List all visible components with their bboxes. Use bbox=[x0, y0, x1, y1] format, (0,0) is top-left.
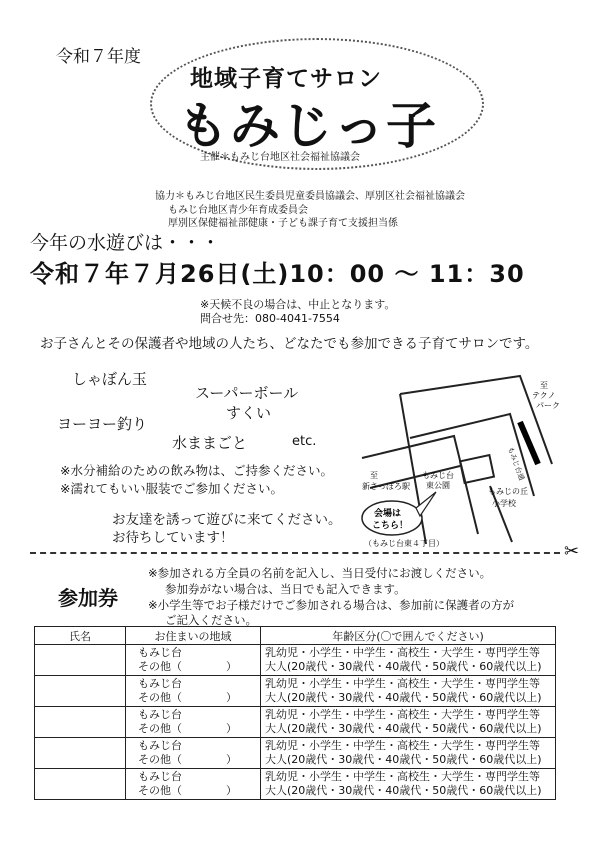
age-options-adults[interactable]: 大人(20歳代・30歳代・40歳代・50歳代・60歳代以上) bbox=[265, 753, 542, 766]
area-option-other[interactable]: その他（ ） bbox=[138, 691, 237, 704]
event-datetime: 令和７年７月26日(土)10：00 〜 11：30 bbox=[30, 260, 525, 288]
note-drinks: ※水分補給のための飲み物は、ご持参ください。 bbox=[60, 463, 333, 478]
age-options-children[interactable]: 乳幼児・小学生・中学生・高校生・大学生・専門学生等 bbox=[265, 677, 540, 690]
venue-address: （もみじ台東４丁目） bbox=[364, 539, 444, 548]
map-label: 至 bbox=[540, 381, 548, 390]
map-label: 新さっぽろ駅 bbox=[362, 482, 410, 491]
age-options-children[interactable]: 乳幼児・小学生・中学生・高校生・大学生・専門学生等 bbox=[265, 770, 540, 783]
invite-line: お待ちしています！ bbox=[112, 530, 234, 546]
area-cell[interactable] bbox=[126, 769, 261, 800]
header-name: 氏名 bbox=[35, 627, 126, 645]
activity-yoyo: ヨーヨー釣り bbox=[57, 415, 148, 433]
event-lead: 今年の水遊びは・・・ bbox=[30, 232, 221, 254]
scissors-icon: ✂ bbox=[564, 541, 580, 562]
venue-label: こちら！ bbox=[372, 521, 409, 531]
cut-line bbox=[30, 552, 560, 554]
age-options-adults[interactable]: 大人(20歳代・30歳代・40歳代・50歳代・60歳代以上) bbox=[265, 691, 542, 704]
area-option-momijidai[interactable]: もみじ台 bbox=[138, 739, 182, 752]
cooperation-line: 厚別区保健福祉部健康・子ども課子育て支援担当係 bbox=[168, 218, 398, 229]
activity-bubbles: しゃぼん玉 bbox=[72, 370, 148, 388]
map-label: 東公園 bbox=[426, 481, 450, 490]
ticket-note: ※参加される方全員の名前を記入し、当日受付にお渡しください。 bbox=[148, 566, 492, 580]
age-cell[interactable] bbox=[261, 676, 556, 707]
ticket-note: 参加券がない場合は、当日でも記入できます。 bbox=[165, 582, 406, 596]
map-label: もみじ台 bbox=[422, 471, 454, 480]
ticket-note: ※小学生等でお子様だけでご参加される場合は、参加前に保護者の方が bbox=[148, 598, 515, 612]
activity-water-play: 水ままごと bbox=[172, 434, 248, 452]
venue-label: 会場は bbox=[374, 509, 402, 519]
note-clothes: ※濡れてもいい服装でご参加ください。 bbox=[60, 481, 283, 496]
title-main: もみじっ子 bbox=[178, 97, 438, 155]
area-cell[interactable] bbox=[126, 707, 261, 738]
area-option-other[interactable]: その他（ ） bbox=[138, 722, 237, 735]
activity-etc: etc. bbox=[292, 434, 317, 449]
registration-table bbox=[34, 626, 556, 800]
area-option-other[interactable]: その他（ ） bbox=[138, 784, 237, 797]
area-cell[interactable] bbox=[126, 676, 261, 707]
access-map bbox=[352, 366, 572, 551]
area-option-other[interactable]: その他（ ） bbox=[138, 660, 237, 673]
age-options-adults[interactable]: 大人(20歳代・30歳代・40歳代・50歳代・60歳代以上) bbox=[265, 784, 542, 797]
fiscal-year: 令和７年度 bbox=[56, 47, 141, 67]
host-organization: 主催＊もみじ台地区社会福祉協議会 bbox=[200, 152, 360, 163]
area-option-momijidai[interactable]: もみじ台 bbox=[138, 646, 182, 659]
cooperation-line: 協力＊もみじ台地区民生委員児童委員協議会、厚別区社会福祉協議会 bbox=[155, 191, 465, 202]
age-options-adults[interactable]: 大人(20歳代・30歳代・40歳代・50歳代・60歳代以上) bbox=[265, 660, 542, 673]
age-options-adults[interactable]: 大人(20歳代・30歳代・40歳代・50歳代・60歳代以上) bbox=[265, 722, 542, 735]
age-options-children[interactable]: 乳幼児・小学生・中学生・高校生・大学生・専門学生等 bbox=[265, 646, 540, 659]
map-label: 至 bbox=[370, 471, 378, 480]
header-age: 年齢区分(〇で囲んでください) bbox=[261, 627, 556, 645]
header-area: お住まいの地域 bbox=[126, 627, 261, 645]
map-label: 小学校 bbox=[492, 499, 516, 508]
map-label: テクノ bbox=[532, 391, 556, 400]
activity-superball-2: すくい bbox=[226, 404, 272, 422]
table-row bbox=[35, 676, 556, 707]
name-field[interactable] bbox=[35, 645, 126, 676]
table-row bbox=[35, 769, 556, 800]
table-row bbox=[35, 645, 556, 676]
intro-text: お子さんとその保護者や地域の人たち、どなたでも参加できる子育てサロンです。 bbox=[40, 336, 539, 352]
area-option-momijidai[interactable]: もみじ台 bbox=[138, 770, 182, 783]
area-option-momijidai[interactable]: もみじ台 bbox=[138, 708, 182, 721]
name-field[interactable] bbox=[35, 676, 126, 707]
title-top: 地域子育てサロン bbox=[190, 66, 382, 92]
age-cell[interactable] bbox=[261, 769, 556, 800]
map-label: パーク bbox=[536, 401, 560, 410]
area-option-other[interactable]: その他（ ） bbox=[138, 753, 237, 766]
age-cell[interactable] bbox=[261, 738, 556, 769]
age-options-children[interactable]: 乳幼児・小学生・中学生・高校生・大学生・専門学生等 bbox=[265, 708, 540, 721]
weather-note: ※天候不良の場合は、中止となります。 bbox=[200, 298, 396, 311]
name-field[interactable] bbox=[35, 738, 126, 769]
age-cell[interactable] bbox=[261, 707, 556, 738]
cooperation-line: もみじ台地区青少年育成委員会 bbox=[168, 205, 308, 216]
area-cell[interactable] bbox=[126, 645, 261, 676]
age-options-children[interactable]: 乳幼児・小学生・中学生・高校生・大学生・専門学生等 bbox=[265, 739, 540, 752]
name-field[interactable] bbox=[35, 707, 126, 738]
contact-phone: 問合せ先：080-4041-7554 bbox=[200, 312, 340, 325]
invite-line: お友達を誘って遊びに来てください。 bbox=[112, 512, 342, 528]
table-row bbox=[35, 707, 556, 738]
area-cell[interactable] bbox=[126, 738, 261, 769]
age-cell[interactable] bbox=[261, 645, 556, 676]
area-option-momijidai[interactable]: もみじ台 bbox=[138, 677, 182, 690]
name-field[interactable] bbox=[35, 769, 126, 800]
map-label: もみじ台通 bbox=[506, 445, 526, 482]
ticket-title: 参加券 bbox=[58, 586, 118, 610]
table-row bbox=[35, 738, 556, 769]
table-header-row bbox=[35, 627, 556, 645]
activity-superball: スーパーボール bbox=[195, 384, 299, 402]
ticket-note: ご記入ください。 bbox=[165, 613, 257, 627]
map-label: もみじの丘 bbox=[488, 487, 528, 496]
